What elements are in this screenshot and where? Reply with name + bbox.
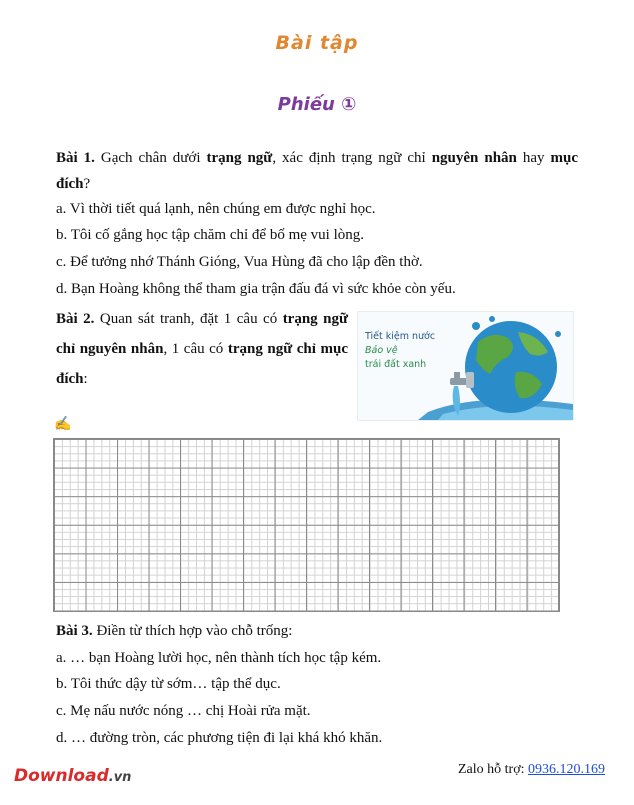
worksheet-subtitle: Phiếu ① xyxy=(277,94,357,115)
bai1-label: Bài 1. xyxy=(56,150,95,166)
writing-grid[interactable] xyxy=(53,438,560,612)
bai1-bold-3: mục đích xyxy=(56,150,578,192)
bai3-item-c: c. Mẹ nấu nước nóng … chị Hoài rửa mặt. xyxy=(56,703,311,719)
bai1-item-c: c. Để tưởng nhớ Thánh Gióng, Vua Hùng đã cho lập đền thờ. xyxy=(56,254,423,270)
bai1-text-1: Gạch chân dưới xyxy=(94,150,207,166)
bai3-text: Điền từ thích hợp vào chỗ trống: xyxy=(92,623,293,639)
bai1-text-2: , xác định trạng ngữ chỉ xyxy=(272,150,432,166)
bai2-bold-2: trạng ngữ chỉ mục đích xyxy=(56,341,348,387)
bai1-question xyxy=(56,145,578,197)
bai2-text-1: Quan sát tranh, đặt 1 câu có xyxy=(94,311,283,327)
bai3-item-d: d. … đường tròn, các phương tiện đi lại khá khó khăn. xyxy=(56,730,383,746)
bai2-text-3: : xyxy=(83,371,88,387)
logo-suffix-text: .vn xyxy=(108,770,132,785)
bai2-label: Bài 2. xyxy=(56,311,95,327)
bai1-item-d: d. Bạn Hoàng không thể tham gia trận đấu đá vì sức khỏe còn yếu. xyxy=(56,281,456,297)
bai1-bold-1: trạng ngữ xyxy=(206,150,273,166)
bai1-bold-2: nguyên nhân xyxy=(431,150,517,166)
bai3-question xyxy=(56,621,292,641)
bai3-item-a: a. … bạn Hoàng lười học, nên thành tích học tập kém. xyxy=(56,650,382,666)
bai3-label: Bài 3. xyxy=(56,623,93,639)
zalo-label: Zalo hỗ trợ: xyxy=(458,762,528,777)
pencil-icon: ✍ xyxy=(54,417,72,432)
illustration-caption xyxy=(365,330,435,372)
zalo-phone-link[interactable]: 0936.120.169 xyxy=(528,762,605,777)
bai1-text-4: ? xyxy=(83,176,91,192)
bai1-text-3: hay xyxy=(516,150,551,166)
caption-line-1: Tiết kiệm nước xyxy=(365,331,436,342)
bai2-question xyxy=(56,304,348,394)
logo-main-text: Download xyxy=(14,766,109,786)
bai2-bold-1: trạng ngữ chỉ nguyên nhân xyxy=(56,311,348,357)
caption-line-3: trái đất xanh xyxy=(365,359,427,370)
download-logo[interactable] xyxy=(14,766,131,786)
bai2-text-2: , 1 câu có xyxy=(163,341,228,357)
bai1-item-a: a. Vì thời tiết quá lạnh, nên chúng em được nghỉ học. xyxy=(56,201,376,217)
bai1-item-b: b. Tôi cố gắng học tập chăm chỉ để bố mẹ vui lòng. xyxy=(56,227,364,243)
page-title: Bài tập xyxy=(275,32,359,54)
zalo-support xyxy=(458,762,605,778)
earth-water-illustration xyxy=(357,311,574,421)
caption-line-2: Bảo vệ xyxy=(365,345,398,356)
bai3-item-b: b. Tôi thức dậy từ sớm… tập thể dục. xyxy=(56,676,281,692)
